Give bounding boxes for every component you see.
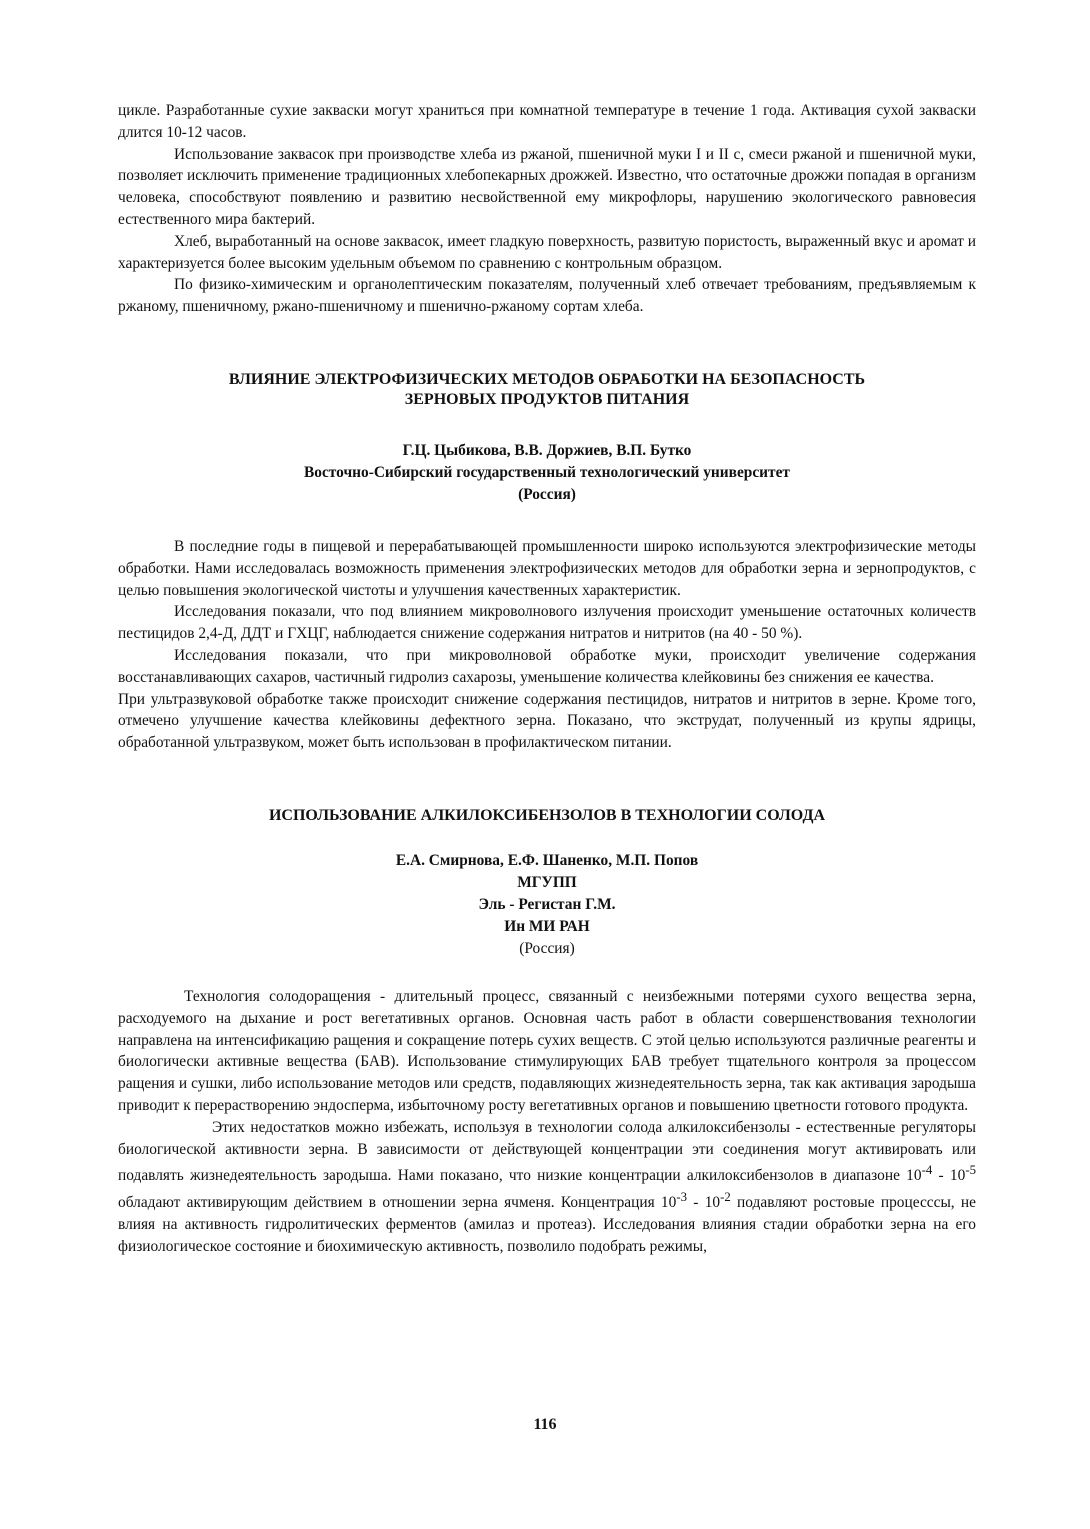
article-title-line: ЗЕРНОВЫХ ПРОДУКТОВ ПИТАНИЯ: [404, 390, 690, 408]
text-run: - 10: [932, 1167, 966, 1185]
exponent: -5: [965, 1163, 976, 1178]
article-authors: Е.А. Смирнова, Е.Ф. Шаненко, М.П. Попов: [395, 851, 699, 869]
text-run: подавляют ростовые процесссы, не влияя на активность гидролитических ферментов (амилаз и протеаз). Исследования влияния стадии обработки зерна на его физиологическое состояние и биохимическую активность, позволило подобрать режимы,: [118, 1194, 976, 1255]
article-country: (Россия): [518, 485, 576, 503]
paragraph: цикле. Разработанные сухие закваски могут храниться при комнатной температуре в течение 1 года. Активация сухой закваски длится 10-12 часов.: [118, 102, 976, 141]
paragraph: Исследования показали, что при микроволновой обработке муки, происходит увеличение содержания восстанавливающих сахаров, частичный гидролиз сахарозы, уменьшение количества клейковины без снижения ее качества.: [118, 646, 976, 686]
article-body: [118, 536, 976, 754]
article-affiliation: Ин МИ РАН: [504, 917, 590, 935]
page-number: 116: [533, 1416, 557, 1433]
article-affiliation: МГУПП: [517, 873, 577, 891]
paragraph: Технология солодоращения - длительный процесс, связанный с неизбежными потерями сухого вещества зерна, расходуемого на дыхание и рост вегетативных органов. Основная часть работ в области совершенствования технологии направлена на интенсификацию ращения и сокращение потерь сухих веществ. С этой целью используются различные реагенты и биологически активные вещества (БАВ). Использование стимулирующих БАВ требует тщательного контроля за процессом ращения и сушки, либо использование методов или средств, подавляющих жизнедеятельность зерна, так как активация зародыша приводит к перерастворению эндосперма, избыточному росту вегетативных органов и повышению цветности готового продукта.: [118, 987, 976, 1114]
previous-article-ending: [118, 100, 976, 318]
exponent: -3: [676, 1190, 688, 1205]
paragraph: По физико-химическим и органолептическим показателям, полученный хлеб отвечает требованиям, предъявляемым к ржаному, пшеничному, ржано-пшеничному и пшенично-ржаному сортам хлеба.: [118, 276, 976, 316]
article-title-line: ВЛИЯНИЕ ЭЛЕКТРОФИЗИЧЕСКИХ МЕТОДОВ ОБРАБОТКИ НА БЕЗОПАСНОСТЬ: [228, 370, 866, 388]
text-run: Этих недостатков можно избежать, используя в технологии солода алкилоксибензолы - естественные регуляторы биологической активности зерна. В зависимости от действующей концентрации эти соединения могут активировать или подавлять жизнедеятельность зародыша. Нами показано, что низкие концентрации алкилоксибензолов в диапазоне 10: [118, 1118, 976, 1185]
exponent: -2: [720, 1190, 731, 1205]
article-body: [118, 986, 976, 1258]
article-country: (Россия): [519, 939, 575, 957]
article-title: ИСПОЛЬЗОВАНИЕ АЛКИЛОКСИБЕНЗОЛОВ В ТЕХНОЛОГИИ СОЛОДА: [268, 806, 825, 824]
exponent: -4: [921, 1163, 933, 1178]
article-electrophysical: [118, 370, 976, 754]
text-run: - 10: [687, 1194, 721, 1212]
article-author: Эль - Регистан Г.М.: [478, 895, 616, 913]
text-run: обладают активирующим действием в отношении зерна ячменя. Концентрация 10: [118, 1194, 677, 1212]
paragraph: Использование заквасок при производстве хлеба из ржаной, пшеничной муки I и II с, смеси ржаной и пшеничной муки, позволяет исключить применение традиционных хлебопекарных дрожжей. Известно, что остаточные дрожжи попадая в организм человека, способствуют появлению и развитию несвойственной ему микрофлоры, нарушению экологического равновесия естественного мира бактерий.: [118, 145, 976, 228]
paragraph: В последние годы в пищевой и перерабатывающей промышленности широко используются электрофизические методы обработки. Нами исследовалась возможность применения электрофизических методов для обработки зерна и зернопродуктов, с целью повышения экологической чистоты и улучшения качественных характеристик.: [118, 537, 976, 599]
article-affiliation: Восточно-Сибирский государственный технологический университет: [304, 463, 790, 481]
article-alkyloxybenzenes: [118, 806, 976, 1258]
article-authors: Г.Ц. Цыбикова, В.В. Доржиев, В.П. Бутко: [402, 441, 692, 459]
paragraph: При ультразвуковой обработке также происходит снижение содержания пестицидов, нитратов и нитритов в зерне. Кроме того, отмечено улучшение качества клейковины дефектного зерна. Показано, что экструдат, полученный из крупы ядрицы, обработанной ультразвуком, может быть использован в профилактическом питании.: [118, 690, 976, 752]
paragraph: Хлеб, выработанный на основе заквасок, имеет гладкую поверхность, развитую пористость, выраженный вкус и аромат и характеризуется более высоким удельным объемом по сравнению с контрольным образцом.: [118, 232, 976, 272]
page-content: [118, 100, 976, 1258]
paragraph: [118, 1117, 976, 1258]
paragraph: Исследования показали, что под влиянием микроволнового излучения происходит уменьшение остаточных количеств пестицидов 2,4-Д, ДДТ и ГХЦГ, наблюдается снижение содержания нитратов и нитритов (на 40 - 50 %).: [118, 603, 976, 643]
